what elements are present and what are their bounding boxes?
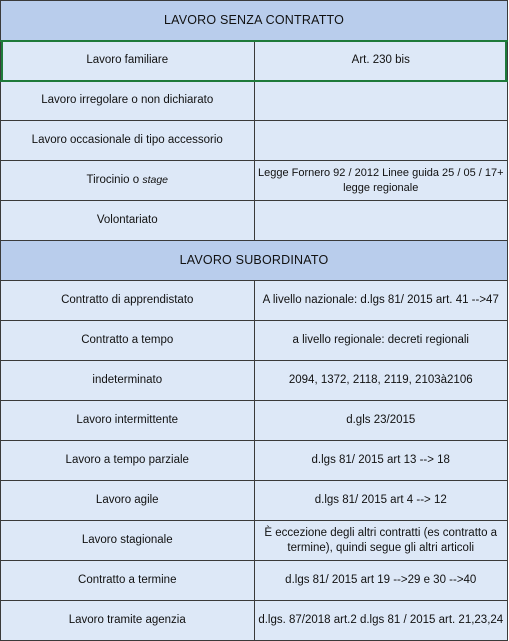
table-row (1, 81, 508, 121)
contract-type-cell[interactable]: Contratto di apprendistato (1, 281, 255, 321)
table-row (1, 521, 508, 561)
legal-reference-cell[interactable] (254, 201, 508, 241)
legal-reference-cell[interactable]: Legge Fornero 92 / 2012 Linee guida 25 / 05 / 17+ legge regionale (254, 161, 508, 201)
legal-reference-cell[interactable]: d.lgs 81/ 2015 art 13 --> 18 (254, 441, 508, 481)
table-row (1, 481, 508, 521)
table-row (1, 201, 508, 241)
table-row (1, 281, 508, 321)
contract-type-cell[interactable]: Lavoro familiare (1, 41, 255, 81)
section-header-cell[interactable]: LAVORO SUBORDINATO (1, 241, 508, 281)
legal-reference-cell[interactable]: d.gls 23/2015 (254, 401, 508, 441)
contract-type-italic: stage (142, 174, 168, 186)
table-row (1, 361, 508, 401)
legal-reference-cell[interactable]: A livello nazionale: d.lgs 81/ 2015 art. 41 -->47 (254, 281, 508, 321)
section-header-row (1, 241, 508, 281)
legal-reference-cell[interactable]: d.lgs 81/ 2015 art 19 -->29 e 30 -->40 (254, 561, 508, 601)
contract-type-cell[interactable]: Volontariato (1, 201, 255, 241)
contract-type-cell[interactable]: Contratto a termine (1, 561, 255, 601)
contract-type-cell[interactable]: Lavoro intermittente (1, 401, 255, 441)
legal-reference-cell[interactable]: Art. 230 bis (254, 41, 508, 81)
table-row (1, 321, 508, 361)
contract-type-cell[interactable]: Lavoro occasionale di tipo accessorio (1, 121, 255, 161)
legal-reference-cell[interactable]: a livello regionale: decreti regionali (254, 321, 508, 361)
contract-type-cell[interactable]: Lavoro stagionale (1, 521, 255, 561)
table-row (1, 441, 508, 481)
table-row (1, 401, 508, 441)
contract-type-cell[interactable]: indeterminato (1, 361, 255, 401)
contract-type-cell[interactable]: Lavoro a tempo parziale (1, 441, 255, 481)
legal-reference-cell[interactable] (254, 121, 508, 161)
table-row (1, 41, 508, 81)
legal-reference-cell[interactable] (254, 81, 508, 121)
legal-reference-cell[interactable]: 2094, 1372, 2118, 2119, 2103à2106 (254, 361, 508, 401)
section-header-cell[interactable]: LAVORO SENZA CONTRATTO (1, 1, 508, 41)
legal-reference-cell[interactable]: È eccezione degli altri contratti (es contratto a termine), quindi segue gli altri articoli (254, 521, 508, 561)
table-row (1, 601, 508, 641)
contract-type-cell[interactable]: Contratto a tempo (1, 321, 255, 361)
section-header-row (1, 1, 508, 41)
legal-reference-cell[interactable]: d.lgs. 87/2018 art.2 d.lgs 81 / 2015 art. 21,23,24 (254, 601, 508, 641)
table-row (1, 121, 508, 161)
legal-reference-cell[interactable]: d.lgs 81/ 2015 art 4 --> 12 (254, 481, 508, 521)
table-row (1, 561, 508, 601)
contract-type-cell[interactable]: Lavoro irregolare o non dichiarato (1, 81, 255, 121)
contract-type-text: Tirocinio o (86, 174, 140, 186)
contract-type-cell[interactable] (1, 161, 255, 201)
contract-type-cell[interactable]: Lavoro tramite agenzia (1, 601, 255, 641)
table-row (1, 161, 508, 201)
contract-type-cell[interactable]: Lavoro agile (1, 481, 255, 521)
